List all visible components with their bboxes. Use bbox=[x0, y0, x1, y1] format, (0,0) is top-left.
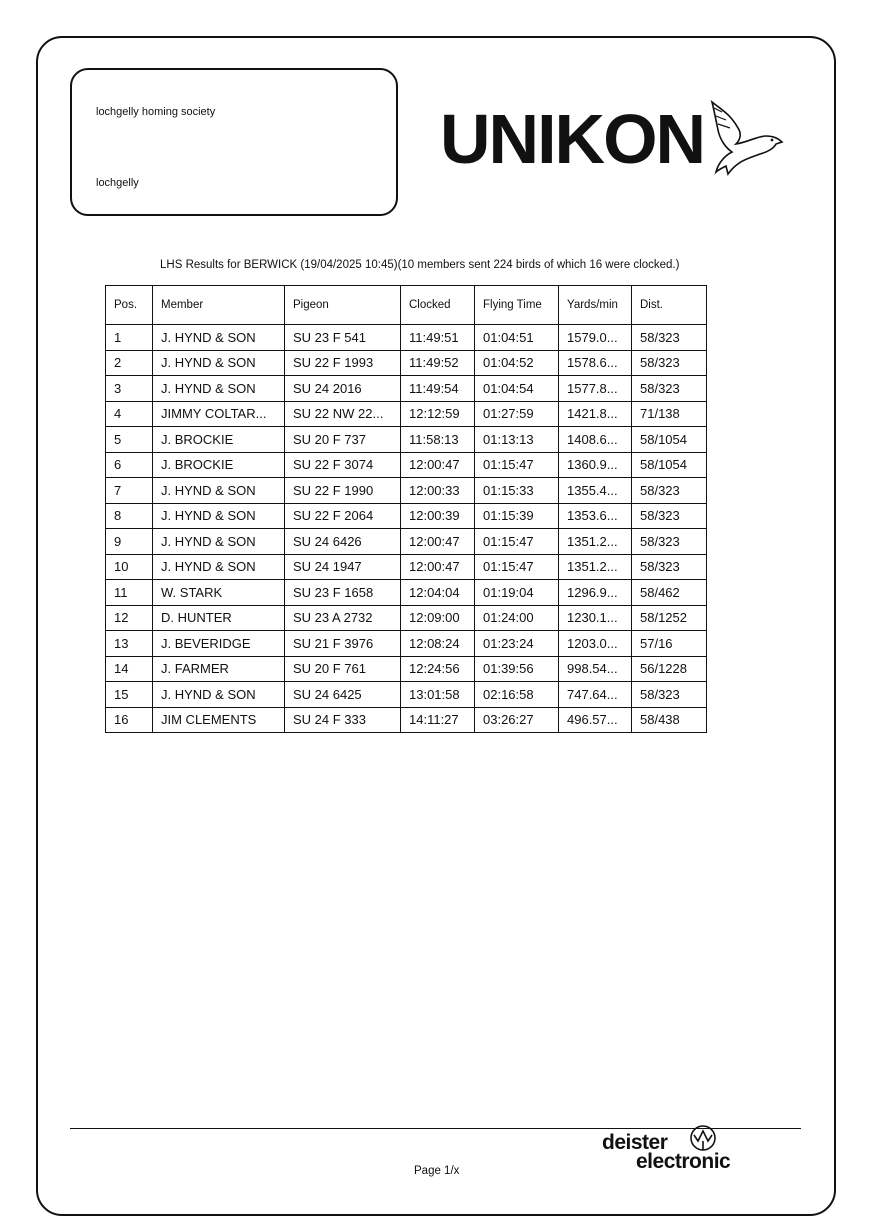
table-cell: 01:27:59 bbox=[475, 401, 559, 427]
table-cell: 1355.4... bbox=[559, 478, 632, 504]
table-cell: D. HUNTER bbox=[153, 605, 285, 631]
club-name: lochgelly homing society bbox=[96, 106, 216, 118]
table-cell: JIMMY COLTAR... bbox=[153, 401, 285, 427]
table-cell: 58/323 bbox=[632, 682, 707, 708]
table-cell: SU 20 F 737 bbox=[285, 427, 401, 453]
table-cell: J. BEVERIDGE bbox=[153, 631, 285, 657]
table-cell: J. BROCKIE bbox=[153, 452, 285, 478]
table-cell: 01:04:51 bbox=[475, 325, 559, 351]
table-cell: J. HYND & SON bbox=[153, 325, 285, 351]
table-cell: SU 24 1947 bbox=[285, 554, 401, 580]
table-cell: 1579.0... bbox=[559, 325, 632, 351]
table-cell: 1408.6... bbox=[559, 427, 632, 453]
table-cell: 12:08:24 bbox=[401, 631, 475, 657]
table-cell: 01:15:39 bbox=[475, 503, 559, 529]
table-cell: SU 24 6425 bbox=[285, 682, 401, 708]
table-cell: 1351.2... bbox=[559, 554, 632, 580]
table-cell: 58/323 bbox=[632, 503, 707, 529]
table-cell: 1296.9... bbox=[559, 580, 632, 606]
table-cell: 1 bbox=[106, 325, 153, 351]
table-cell: 71/138 bbox=[632, 401, 707, 427]
table-cell: 10 bbox=[106, 554, 153, 580]
table-cell: SU 21 F 3976 bbox=[285, 631, 401, 657]
table-cell: 12 bbox=[106, 605, 153, 631]
table-cell: 1203.0... bbox=[559, 631, 632, 657]
club-town: lochgelly bbox=[96, 177, 139, 189]
table-cell: 7 bbox=[106, 478, 153, 504]
table-cell: 12:00:47 bbox=[401, 452, 475, 478]
table-row bbox=[106, 707, 707, 733]
table-cell: 58/323 bbox=[632, 376, 707, 402]
table-cell: 15 bbox=[106, 682, 153, 708]
table-cell: 56/1228 bbox=[632, 656, 707, 682]
column-header: Yards/min bbox=[559, 286, 632, 325]
table-cell: 14:11:27 bbox=[401, 707, 475, 733]
table-cell: 1578.6... bbox=[559, 350, 632, 376]
table-cell: 8 bbox=[106, 503, 153, 529]
table-cell: 12:09:00 bbox=[401, 605, 475, 631]
table-row bbox=[106, 452, 707, 478]
table-cell: 12:00:33 bbox=[401, 478, 475, 504]
column-header: Dist. bbox=[632, 286, 707, 325]
table-cell: 57/16 bbox=[632, 631, 707, 657]
table-row bbox=[106, 554, 707, 580]
table-cell: 01:24:00 bbox=[475, 605, 559, 631]
table-cell: J. HYND & SON bbox=[153, 682, 285, 708]
table-cell: 58/438 bbox=[632, 707, 707, 733]
table-cell: SU 23 A 2732 bbox=[285, 605, 401, 631]
table-cell: 2 bbox=[106, 350, 153, 376]
footer-brand-deister: deister bbox=[602, 1131, 668, 1154]
table-cell: 1421.8... bbox=[559, 401, 632, 427]
table-cell: 01:15:47 bbox=[475, 529, 559, 555]
table-cell: 01:39:56 bbox=[475, 656, 559, 682]
table-cell: 12:24:56 bbox=[401, 656, 475, 682]
table-cell: 12:00:47 bbox=[401, 554, 475, 580]
table-cell: 01:23:24 bbox=[475, 631, 559, 657]
table-cell: 1230.1... bbox=[559, 605, 632, 631]
table-cell: 02:16:58 bbox=[475, 682, 559, 708]
table-cell: SU 24 6426 bbox=[285, 529, 401, 555]
table-row bbox=[106, 682, 707, 708]
table-row bbox=[106, 401, 707, 427]
table-cell: 03:26:27 bbox=[475, 707, 559, 733]
table-cell: J. FARMER bbox=[153, 656, 285, 682]
table-cell: 58/1054 bbox=[632, 427, 707, 453]
table-row bbox=[106, 503, 707, 529]
table-cell: 747.64... bbox=[559, 682, 632, 708]
table-cell: J. HYND & SON bbox=[153, 376, 285, 402]
table-cell: SU 22 F 1993 bbox=[285, 350, 401, 376]
table-cell: J. HYND & SON bbox=[153, 529, 285, 555]
table-cell: 01:04:54 bbox=[475, 376, 559, 402]
results-title: LHS Results for BERWICK (19/04/2025 10:45)(10 members sent 224 birds of which 16 were clocked.) bbox=[160, 259, 680, 271]
table-cell: SU 23 F 1658 bbox=[285, 580, 401, 606]
table-cell: 1577.8... bbox=[559, 376, 632, 402]
table-cell: SU 22 F 1990 bbox=[285, 478, 401, 504]
table-cell: SU 22 F 3074 bbox=[285, 452, 401, 478]
table-row bbox=[106, 478, 707, 504]
results-table bbox=[105, 285, 707, 733]
column-header: Clocked bbox=[401, 286, 475, 325]
table-cell: J. HYND & SON bbox=[153, 554, 285, 580]
table-cell: 16 bbox=[106, 707, 153, 733]
table-cell: 11:58:13 bbox=[401, 427, 475, 453]
table-header-row bbox=[106, 286, 707, 325]
column-header: Member bbox=[153, 286, 285, 325]
table-cell: 58/323 bbox=[632, 529, 707, 555]
table-cell: 1360.9... bbox=[559, 452, 632, 478]
table-row bbox=[106, 350, 707, 376]
table-cell: 01:15:33 bbox=[475, 478, 559, 504]
table-cell: 01:13:13 bbox=[475, 427, 559, 453]
table-cell: 58/323 bbox=[632, 554, 707, 580]
brand-logo-text: UNIKON bbox=[440, 100, 705, 178]
table-cell: 01:04:52 bbox=[475, 350, 559, 376]
table-cell: SU 22 NW 22... bbox=[285, 401, 401, 427]
table-cell: SU 22 F 2064 bbox=[285, 503, 401, 529]
table-cell: 496.57... bbox=[559, 707, 632, 733]
column-header: Flying Time bbox=[475, 286, 559, 325]
table-cell: 58/323 bbox=[632, 478, 707, 504]
table-cell: 12:04:04 bbox=[401, 580, 475, 606]
table-row bbox=[106, 376, 707, 402]
table-row bbox=[106, 605, 707, 631]
table-cell: 9 bbox=[106, 529, 153, 555]
table-cell: 1353.6... bbox=[559, 503, 632, 529]
table-cell: SU 24 2016 bbox=[285, 376, 401, 402]
table-cell: 5 bbox=[106, 427, 153, 453]
table-cell: 14 bbox=[106, 656, 153, 682]
table-cell: J. HYND & SON bbox=[153, 350, 285, 376]
table-row bbox=[106, 529, 707, 555]
table-cell: 12:00:39 bbox=[401, 503, 475, 529]
table-cell: 11:49:51 bbox=[401, 325, 475, 351]
table-cell: JIM CLEMENTS bbox=[153, 707, 285, 733]
table-row bbox=[106, 427, 707, 453]
table-cell: 11:49:54 bbox=[401, 376, 475, 402]
table-cell: 12:12:59 bbox=[401, 401, 475, 427]
table-cell: 998.54... bbox=[559, 656, 632, 682]
column-header: Pos. bbox=[106, 286, 153, 325]
table-row bbox=[106, 656, 707, 682]
table-cell: 01:15:47 bbox=[475, 554, 559, 580]
table-cell: J. HYND & SON bbox=[153, 478, 285, 504]
table-cell: 58/323 bbox=[632, 350, 707, 376]
table-cell: J. BROCKIE bbox=[153, 427, 285, 453]
table-cell: 6 bbox=[106, 452, 153, 478]
table-row bbox=[106, 580, 707, 606]
table-cell: 4 bbox=[106, 401, 153, 427]
table-cell: 11 bbox=[106, 580, 153, 606]
table-cell: W. STARK bbox=[153, 580, 285, 606]
table-cell: 13 bbox=[106, 631, 153, 657]
table-cell: 58/462 bbox=[632, 580, 707, 606]
club-address-box bbox=[70, 68, 398, 216]
table-cell: 01:15:47 bbox=[475, 452, 559, 478]
table-cell: 58/323 bbox=[632, 325, 707, 351]
table-cell: 11:49:52 bbox=[401, 350, 475, 376]
column-header: Pigeon bbox=[285, 286, 401, 325]
table-cell: 58/1054 bbox=[632, 452, 707, 478]
table-cell: SU 24 F 333 bbox=[285, 707, 401, 733]
table-cell: 12:00:47 bbox=[401, 529, 475, 555]
table-cell: 3 bbox=[106, 376, 153, 402]
page-number: Page 1/x bbox=[414, 1165, 460, 1177]
table-cell: J. HYND & SON bbox=[153, 503, 285, 529]
table-cell: 58/1252 bbox=[632, 605, 707, 631]
table-cell: 13:01:58 bbox=[401, 682, 475, 708]
table-cell: 01:19:04 bbox=[475, 580, 559, 606]
footer-brand-electronic: electronic bbox=[636, 1150, 731, 1173]
table-cell: SU 20 F 761 bbox=[285, 656, 401, 682]
table-row bbox=[106, 325, 707, 351]
table-row bbox=[106, 631, 707, 657]
table-cell: 1351.2... bbox=[559, 529, 632, 555]
table-cell: SU 23 F 541 bbox=[285, 325, 401, 351]
dove-icon bbox=[708, 100, 788, 180]
deister-logo-icon bbox=[686, 1121, 720, 1155]
